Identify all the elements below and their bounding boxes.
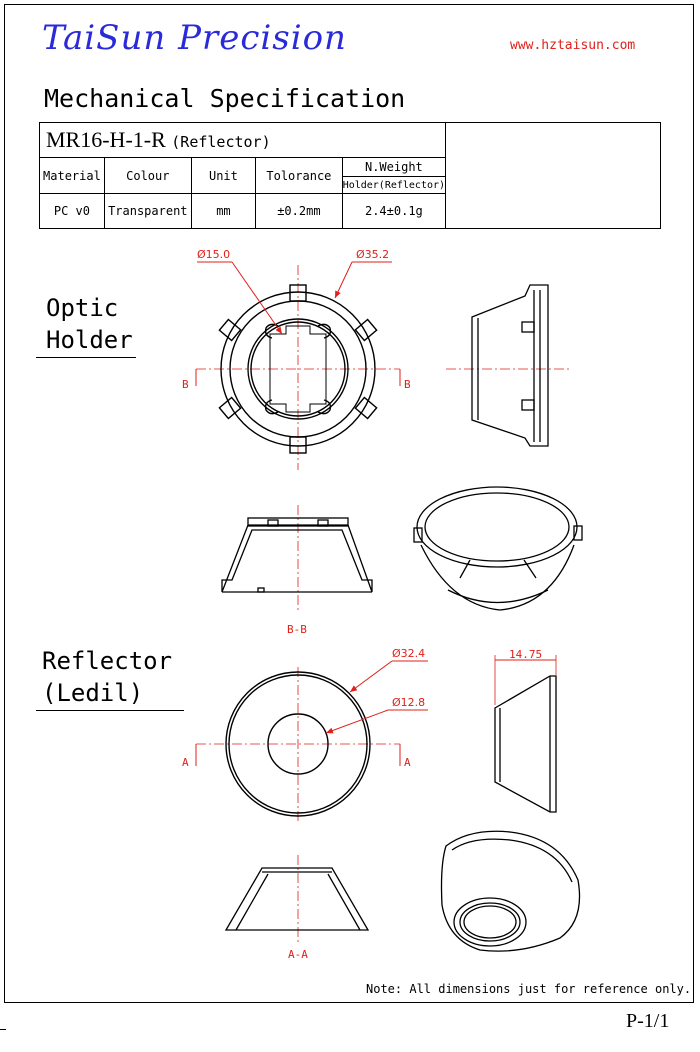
value-unit: mm — [191, 194, 255, 229]
value-weight: 2.4±0.1g — [342, 194, 445, 229]
dim-reflector-outer: Ø32.4 — [392, 647, 426, 660]
model-note: (Reflector) — [171, 133, 271, 151]
reflector-label-line1: Reflector — [42, 647, 173, 675]
holder-section-view — [222, 505, 372, 610]
section-b-left: B — [182, 378, 189, 391]
dim-holder-outer: Ø35.2 — [356, 248, 390, 261]
section-a-left: A — [182, 756, 189, 769]
value-colour: Transparent — [104, 194, 191, 229]
holder-label-line2: Holder — [46, 326, 133, 354]
margin-tick — [0, 1029, 6, 1030]
reflector-top-view — [196, 667, 400, 823]
holder-label-line1: Optic — [46, 294, 119, 322]
section-a-right: A — [404, 756, 411, 769]
model-number: MR16-H-1-R — [46, 127, 166, 152]
reflector-3d-view — [442, 831, 580, 951]
header-material: Material — [40, 158, 105, 194]
holder-section-label: B-B — [287, 623, 307, 636]
header-weight: N.Weight — [342, 158, 445, 177]
holder-3d-view — [414, 487, 582, 610]
reflector-label-line2: (Ledil) — [42, 679, 144, 707]
dim-holder-inner: Ø15.0 — [197, 248, 231, 261]
header-unit: Unit — [191, 158, 255, 194]
header-weight-sub: Holder(Reflector) — [342, 177, 445, 194]
reflector-side-view — [495, 655, 556, 812]
value-tolerance: ±0.2mm — [256, 194, 343, 229]
holder-side-view — [446, 285, 570, 446]
page-title: Mechanical Specification — [44, 84, 406, 113]
reference-note: Note: All dimensions just for reference only. — [366, 982, 692, 996]
dim-reflector-inner: Ø12.8 — [392, 696, 426, 709]
dim-reflector-height: 14.75 — [509, 648, 543, 661]
reflector-section-view — [226, 855, 368, 942]
page-number: P-1/1 — [626, 1010, 670, 1032]
reflector-section-label: A-A — [288, 948, 308, 961]
header-colour: Colour — [104, 158, 191, 194]
brand-title: TaiSun Precision — [42, 18, 347, 58]
value-material: PC v0 — [40, 194, 105, 229]
holder-top-view — [196, 265, 400, 470]
website-url[interactable]: www.hztaisun.com — [510, 38, 636, 53]
header-tolerance: Tolorance — [256, 158, 343, 194]
section-b-right: B — [404, 378, 411, 391]
